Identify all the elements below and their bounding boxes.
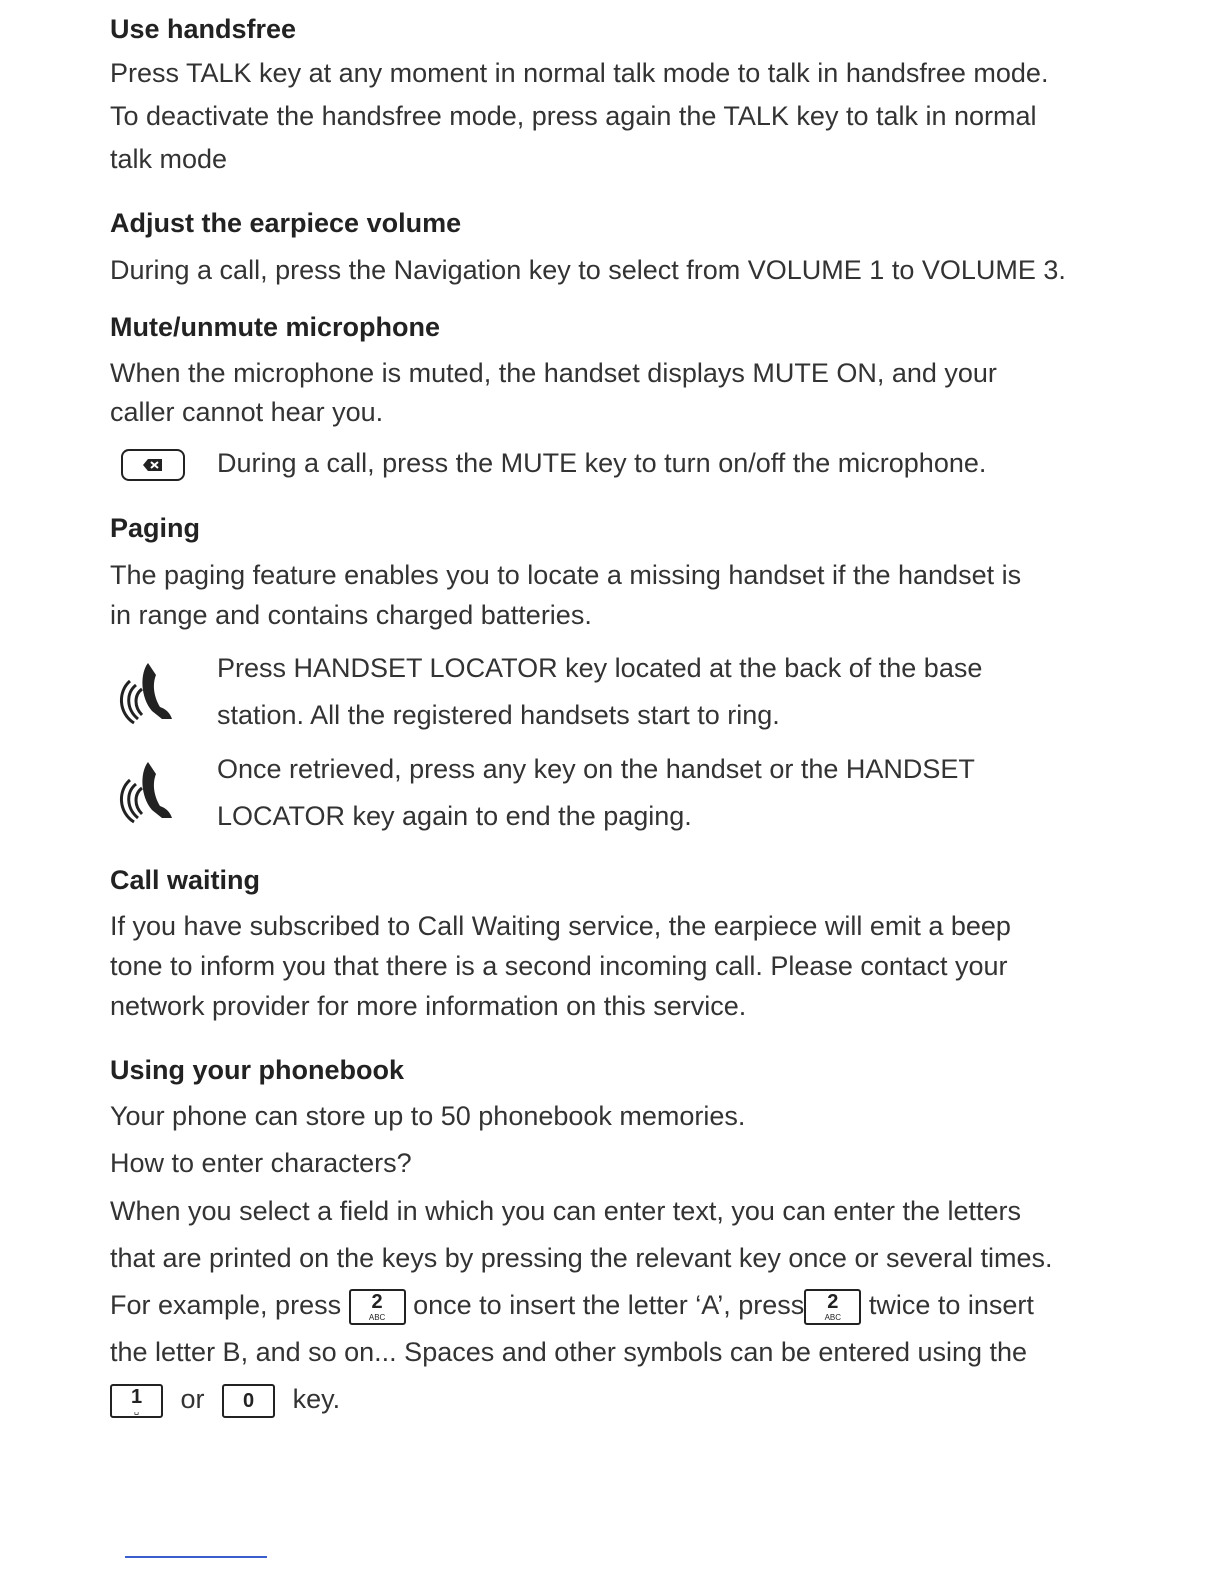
text-line: To deactivate the handsfree mode, press again the TALK key to talk in normal — [110, 101, 1037, 131]
footer-divider — [125, 1556, 267, 1558]
phonebook-store-text: Your phone can store up to 50 phonebook memories. — [110, 1101, 746, 1131]
phonebook-text — [110, 1188, 1053, 1423]
text-line: Press HANDSET LOCATOR key located at the back of the base — [217, 653, 983, 683]
mute-symbol-icon — [123, 451, 183, 479]
text-line: Press TALK key at any moment in normal talk mode to talk in handsfree mode. — [110, 58, 1049, 88]
example-mid: once to insert the letter ‘A’, press — [413, 1290, 805, 1320]
call-waiting-text — [110, 906, 1011, 1026]
heading-phonebook: Using your phonebook — [110, 1055, 404, 1085]
example-line — [110, 1282, 1053, 1329]
key-2-icon — [349, 1289, 406, 1325]
text-line: If you have subscribed to Call Waiting service, the earpiece will emit a beep — [110, 911, 1011, 941]
handset-locator-icon — [118, 760, 176, 824]
handsfree-text — [110, 52, 1048, 181]
mute-instruction: During a call, press the MUTE key to turn on/off the microphone. — [217, 448, 987, 478]
heading-paging: Paging — [110, 513, 201, 543]
text-line: LOCATOR key again to end the paging. — [217, 801, 692, 831]
heading-mute-microphone: Mute/unmute microphone — [110, 312, 440, 342]
paging-step-1 — [217, 645, 982, 739]
example-prefix: For example, press — [110, 1290, 342, 1320]
heading-call-waiting: Call waiting — [110, 865, 261, 895]
phonebook-question: How to enter characters? — [110, 1148, 412, 1178]
text-line: When you select a field in which you can enter text, you can enter the letters — [110, 1196, 1021, 1226]
mute-text — [110, 354, 997, 432]
key-0-icon — [222, 1384, 275, 1418]
text-line: the letter B, and so on... Spaces and other symbols can be entered using the — [110, 1337, 1028, 1367]
text-line: caller cannot hear you. — [110, 397, 384, 427]
key-letters: ␣ — [133, 1405, 140, 1415]
handset-locator-icon — [118, 661, 176, 725]
key-1-icon — [110, 1384, 163, 1418]
key-digit: 2 — [371, 1290, 383, 1313]
text-line: network provider for more information on this service. — [110, 991, 747, 1021]
key-letters: ABC — [824, 1312, 842, 1322]
text-line: The paging feature enables you to locate a missing handset if the handset is — [110, 560, 1022, 590]
heading-earpiece-volume: Adjust the earpiece volume — [110, 208, 462, 238]
earpiece-text: During a call, press the Navigation key to select from VOLUME 1 to VOLUME 3. — [110, 255, 1066, 285]
heading-use-handsfree: Use handsfree — [110, 14, 297, 44]
key-text: key. — [292, 1384, 341, 1414]
text-line: Once retrieved, press any key on the handset or the HANDSET — [217, 754, 975, 784]
example-suffix: twice to insert — [868, 1290, 1034, 1320]
key-digit: 0 — [242, 1389, 255, 1412]
mute-key-icon — [121, 449, 185, 481]
key-digit: 1 — [130, 1385, 143, 1408]
key-letters: ABC — [368, 1312, 386, 1322]
text-line: station. All the registered handsets start to ring. — [217, 700, 780, 730]
paging-step-2 — [217, 746, 975, 840]
text-line: that are printed on the keys by pressing the relevant key once or several times. — [110, 1243, 1053, 1273]
text-line: When the microphone is muted, the handset displays MUTE ON, and your — [110, 358, 997, 388]
text-line: talk mode — [110, 144, 228, 174]
key-2-icon — [804, 1289, 861, 1325]
keys-line — [110, 1376, 1053, 1423]
or-text: or — [180, 1384, 205, 1414]
key-digit: 2 — [827, 1290, 839, 1313]
text-line: tone to inform you that there is a second incoming call. Please contact your — [110, 951, 1008, 981]
paging-text — [110, 555, 1021, 635]
text-line: in range and contains charged batteries. — [110, 600, 592, 630]
